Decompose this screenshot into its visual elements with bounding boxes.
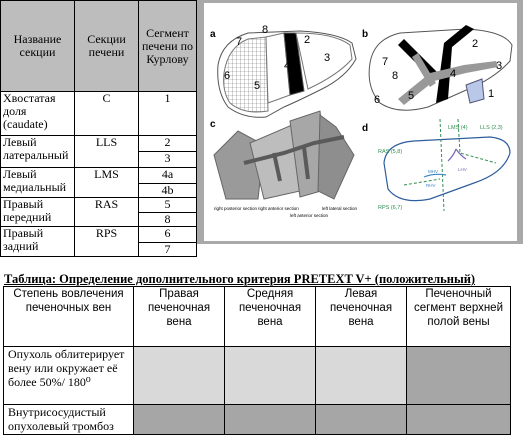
row-name: Левый латеральный: [1, 136, 75, 168]
segment-number: 6: [374, 94, 381, 106]
row-segment: 2: [139, 136, 197, 152]
segment-number: 3: [324, 52, 331, 64]
segment-number: 7: [382, 56, 389, 68]
criteria-cell: [316, 347, 407, 405]
header-right-hepatic-vein: Правая печеночная вена: [134, 287, 225, 347]
table-row: [4, 347, 511, 405]
criteria-cell: [407, 405, 511, 435]
row-label: Внутрисосудистый опухолевый тромбоз: [4, 405, 134, 435]
table-row: [1, 136, 197, 152]
table-row: [1, 92, 197, 136]
criteria-cell: [225, 405, 316, 435]
header-liver-sections: Секции печени: [75, 1, 139, 92]
liver-section-left-lateral: [318, 115, 354, 199]
row-segment: 1: [139, 92, 197, 136]
row-segment: 3: [139, 152, 197, 168]
segment-number: 4: [284, 60, 291, 72]
criteria-cell: [134, 347, 225, 405]
table-row: [4, 405, 511, 435]
header-section-name: Название секции: [1, 1, 75, 92]
panel-c-label: c: [210, 119, 216, 130]
header-left-hepatic-vein: Левая печеночная вена: [316, 287, 407, 347]
header-ivc-segment: Печеночный сегмент верхней полой вены: [407, 287, 511, 347]
segment-number: 2: [472, 38, 479, 50]
panel-b-label: b: [362, 29, 369, 40]
segment-number: 8: [262, 24, 269, 36]
criteria-table: [3, 286, 511, 435]
segment-number: 5: [408, 90, 415, 102]
segment-number: 6: [224, 70, 231, 82]
section-label-right-anterior: right anterior section: [258, 206, 299, 211]
panel-d-label: d: [362, 123, 369, 134]
row-section: LMS: [75, 168, 139, 198]
section-label-left-lateral: left lateral section: [322, 206, 358, 211]
liver-figure-svg: [204, 3, 517, 241]
section-label-right-posterior: right posterior section: [214, 206, 258, 211]
row-section: RPS: [75, 227, 139, 257]
region-label-lms: LMS (4): [448, 125, 468, 131]
row-segment: 4a: [139, 168, 197, 184]
criteria-cell: [225, 347, 316, 405]
liver-segments-figure: [204, 3, 517, 241]
vein-label-rhv: RHV: [426, 183, 436, 188]
table-caption: Таблица: Определение дополнительного критерия PRETEXT V+ (положительный): [4, 272, 476, 286]
row-name: Хвостатая доля (caudate): [1, 92, 75, 136]
row-section: LLS: [75, 136, 139, 168]
segments-table: [0, 0, 197, 257]
region-label-ras: RAS (5,8): [378, 149, 403, 155]
segments-header-row: [1, 1, 197, 92]
region-label-rps: RPS (6,7): [378, 205, 403, 211]
criteria-cell: [407, 347, 511, 405]
row-segment: 7: [139, 243, 197, 257]
liver-outline-d: [384, 137, 510, 201]
table-row: [1, 168, 197, 184]
segment-number: 1: [488, 88, 495, 100]
header-vein-involvement: Степень вовлечения печеночных вен: [4, 287, 134, 347]
table-row: [1, 227, 197, 243]
panel-c: [210, 111, 358, 218]
segment-number: 5: [254, 80, 261, 92]
row-section: RAS: [75, 198, 139, 227]
row-section: C: [75, 92, 139, 136]
segment-number: 2: [304, 34, 311, 46]
criteria-header-row: [4, 287, 511, 347]
row-segment: 6: [139, 227, 197, 243]
criteria-cell: [134, 405, 225, 435]
segment-number: 4: [450, 68, 457, 80]
panel-a-label: a: [210, 29, 216, 40]
row-segment: 4b: [139, 184, 197, 198]
panel-a: [210, 24, 356, 117]
segment-number: 7: [236, 36, 243, 48]
row-name: Правый задний: [1, 227, 75, 257]
vein-label-mhv: MHV: [428, 169, 438, 174]
row-label: Опухоль облитерирует вену или окружает её более 50%/ 180⁰: [4, 347, 134, 405]
header-liver-segment: Сегмент печени по Курлову: [139, 1, 197, 92]
region-label-lls: LLS (2,3): [480, 125, 503, 131]
panel-d: [362, 119, 510, 211]
row-name: Правый передний: [1, 198, 75, 227]
criteria-cell: [316, 405, 407, 435]
table-row: [1, 198, 197, 213]
vein-label-lhv: LHV: [458, 167, 467, 172]
segment-number: 3: [496, 60, 503, 72]
row-segment: 5: [139, 198, 197, 213]
segment-number: 8: [392, 70, 399, 82]
row-segment: 8: [139, 213, 197, 227]
section-label-left-anterior: left anterior section: [290, 213, 329, 218]
header-middle-hepatic-vein: Средняя печеночная вена: [225, 287, 316, 347]
row-name: Левый медиальный: [1, 168, 75, 198]
panel-b: [362, 25, 512, 110]
